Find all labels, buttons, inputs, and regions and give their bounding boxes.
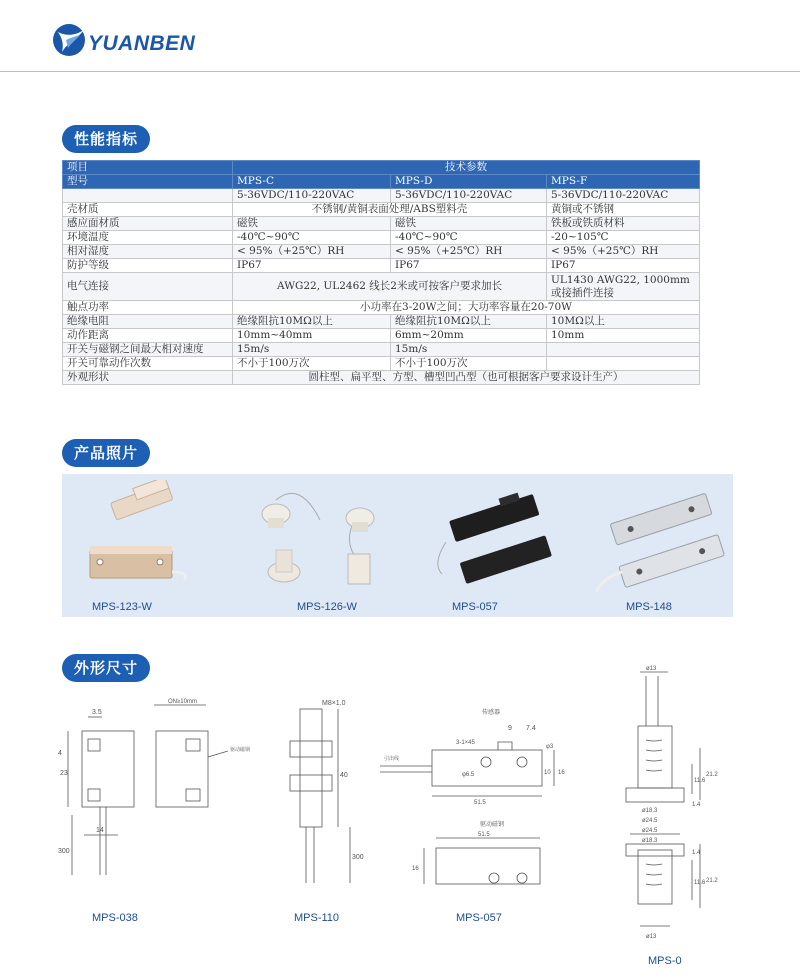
row-label: 环境温度	[63, 231, 233, 245]
table-cell: 黄铜或不锈钢	[547, 203, 700, 217]
product-photos-band	[62, 474, 733, 617]
dim-label: 300	[352, 854, 364, 861]
table-cell: < 95%（+25℃）RH	[233, 245, 391, 259]
dim-label: ø13	[646, 666, 657, 672]
table-row	[63, 301, 700, 315]
model-cell: MPS-F	[547, 175, 700, 189]
drawing-caption: MPS-0	[648, 955, 682, 967]
photo-mps-126-w	[240, 480, 390, 598]
photo-mps-123-w	[80, 480, 210, 598]
drawing-caption: MPS-110	[294, 912, 340, 924]
magnet-label: 驱动磁钢	[480, 822, 505, 828]
section-title-dimensions: 外形尺寸	[62, 654, 150, 682]
row-label: 开关与磁钢之间最大相对速度	[63, 343, 233, 357]
table-cell: 10mm~40mm	[233, 329, 391, 343]
on-label: ON≥10mm	[168, 699, 197, 705]
table-row	[63, 273, 700, 301]
table-model-row	[63, 175, 700, 189]
drawing-caption: MPS-057	[456, 912, 502, 924]
table-row	[63, 343, 700, 357]
drawing-mps-110	[272, 695, 372, 900]
table-header-row	[63, 161, 700, 175]
page-header	[0, 0, 800, 72]
table-cell: IP67	[547, 259, 700, 273]
table-cell: 5-36VDC/110-220VAC	[233, 189, 391, 203]
photo-label: MPS-126-W	[297, 601, 357, 613]
model-cell: MPS-C	[233, 175, 391, 189]
table-cell: 6mm~20mm	[391, 329, 547, 343]
photo-mps-148	[592, 482, 732, 594]
dim-label: ø18.3	[642, 838, 658, 844]
dim-label: 21.2	[706, 878, 718, 884]
dim-label: ø24.5	[642, 818, 658, 824]
table-cell: 绝缘阻抗10MΩ以上	[391, 315, 547, 329]
dim-label: 3.5	[92, 709, 102, 716]
photo-label: MPS-123-W	[92, 601, 152, 613]
dim-label: 21.2	[706, 772, 718, 778]
row-label: 防护等级	[63, 259, 233, 273]
drawing-mps-0	[612, 664, 742, 954]
table-cell: 5-36VDC/110-220VAC	[391, 189, 547, 203]
table-cell: 10MΩ以上	[547, 315, 700, 329]
drawing-mps-038	[56, 695, 296, 900]
dim-label: 1.4	[692, 850, 701, 856]
table-cell: 小功率在3-20W之间；大功率容量在20-70W	[233, 301, 700, 315]
table-cell: 5-36VDC/110-220VAC	[547, 189, 700, 203]
dim-label: 4	[58, 750, 62, 757]
header-params: 技术参数	[233, 161, 700, 175]
dim-label: φ3	[546, 744, 554, 750]
row-label: 相对湿度	[63, 245, 233, 259]
table-cell: -40℃~90℃	[391, 231, 547, 245]
dim-label: 11.6	[694, 778, 706, 784]
table-cell: 不锈钢/黄铜表面处理/ABS塑料壳	[233, 203, 547, 217]
dim-label: 9	[508, 725, 512, 732]
table-cell: 铁板或铁质材料	[547, 217, 700, 231]
table-row	[63, 259, 700, 273]
section-title-specs: 性能指标	[62, 125, 150, 153]
row-label: 电气连接	[63, 273, 233, 301]
table-cell: 磁铁	[391, 217, 547, 231]
row-label: 绝缘电阻	[63, 315, 233, 329]
table-row	[63, 371, 700, 385]
dim-label: 10	[544, 770, 551, 776]
dim-label: 16	[412, 866, 419, 872]
table-cell: < 95%（+25℃）RH	[391, 245, 547, 259]
table-cell	[547, 357, 700, 371]
table-row	[63, 203, 700, 217]
table-cell: 不小于100万次	[233, 357, 391, 371]
dim-label: ø13	[646, 934, 657, 940]
sensor-label: 传感器	[482, 710, 501, 716]
table-cell: IP67	[391, 259, 547, 273]
table-cell: < 95%（+25℃）RH	[547, 245, 700, 259]
dim-label: 14	[96, 827, 104, 834]
lead-label: 引出线	[384, 756, 400, 762]
row-label	[63, 189, 233, 203]
model-cell: MPS-D	[391, 175, 547, 189]
dim-label: 23	[60, 770, 68, 777]
header-item: 项目	[63, 161, 233, 175]
dim-label: ø18.3	[642, 808, 658, 814]
table-cell: 圆柱型、扁平型、方型、槽型凹凸型（也可根据客户要求设计生产）	[233, 371, 700, 385]
table-cell: 不小于100万次	[391, 357, 547, 371]
photo-label: MPS-148	[626, 601, 672, 613]
row-label: 壳材质	[63, 203, 233, 217]
table-row	[63, 329, 700, 343]
row-label: 外观形状	[63, 371, 233, 385]
table-cell: IP67	[233, 259, 391, 273]
table-cell: 15m/s	[233, 343, 391, 357]
table-row	[63, 189, 700, 203]
drawing-mps-057	[378, 700, 608, 900]
dim-label: ø24.5	[642, 828, 658, 834]
table-row	[63, 231, 700, 245]
table-cell: -20~105℃	[547, 231, 700, 245]
table-cell: UL1430 AWG22, 1000mm 或接插件连接	[547, 273, 700, 301]
table-cell: 绝缘阻抗10MΩ以上	[233, 315, 391, 329]
table-cell: -40℃~90℃	[233, 231, 391, 245]
row-label: 触点功率	[63, 301, 233, 315]
section-title-photos: 产品照片	[62, 439, 150, 467]
dim-label: 3-1×45	[456, 740, 475, 746]
table-cell: AWG22, UL2462 线长2米或可按客户要求加长	[233, 273, 547, 301]
photo-label: MPS-057	[452, 601, 498, 613]
table-cell: 10mm	[547, 329, 700, 343]
brand-name: YUANBEN	[88, 32, 196, 55]
row-label: 开关可靠动作次数	[63, 357, 233, 371]
table-cell	[547, 343, 700, 357]
row-label: 感应面材质	[63, 217, 233, 231]
thread-label: M8×1.0	[322, 700, 346, 707]
dim-label: 16	[558, 770, 565, 776]
logo-mark-icon	[52, 22, 88, 58]
photo-mps-057	[432, 484, 572, 594]
dim-label: 51.5	[478, 832, 490, 838]
dim-label: 51.5	[474, 800, 486, 806]
dim-label: φ6.5	[462, 772, 475, 778]
dim-label: 40	[340, 772, 348, 779]
table-cell: 15m/s	[391, 343, 547, 357]
model-label: 型号	[63, 175, 233, 189]
table-cell: 磁铁	[233, 217, 391, 231]
row-label: 动作距离	[63, 329, 233, 343]
table-row	[63, 245, 700, 259]
brand-logo	[52, 22, 202, 62]
dim-label: 300	[58, 848, 70, 855]
dim-label: 7.4	[526, 725, 536, 732]
table-row	[63, 217, 700, 231]
drawing-caption: MPS-038	[92, 912, 138, 924]
dim-label: 11.6	[694, 880, 706, 886]
table-row	[63, 315, 700, 329]
spec-table	[62, 160, 699, 406]
magnet-note: 驱动磁钢	[230, 747, 251, 753]
table-row	[63, 357, 700, 371]
dim-label: 1.4	[692, 802, 701, 808]
